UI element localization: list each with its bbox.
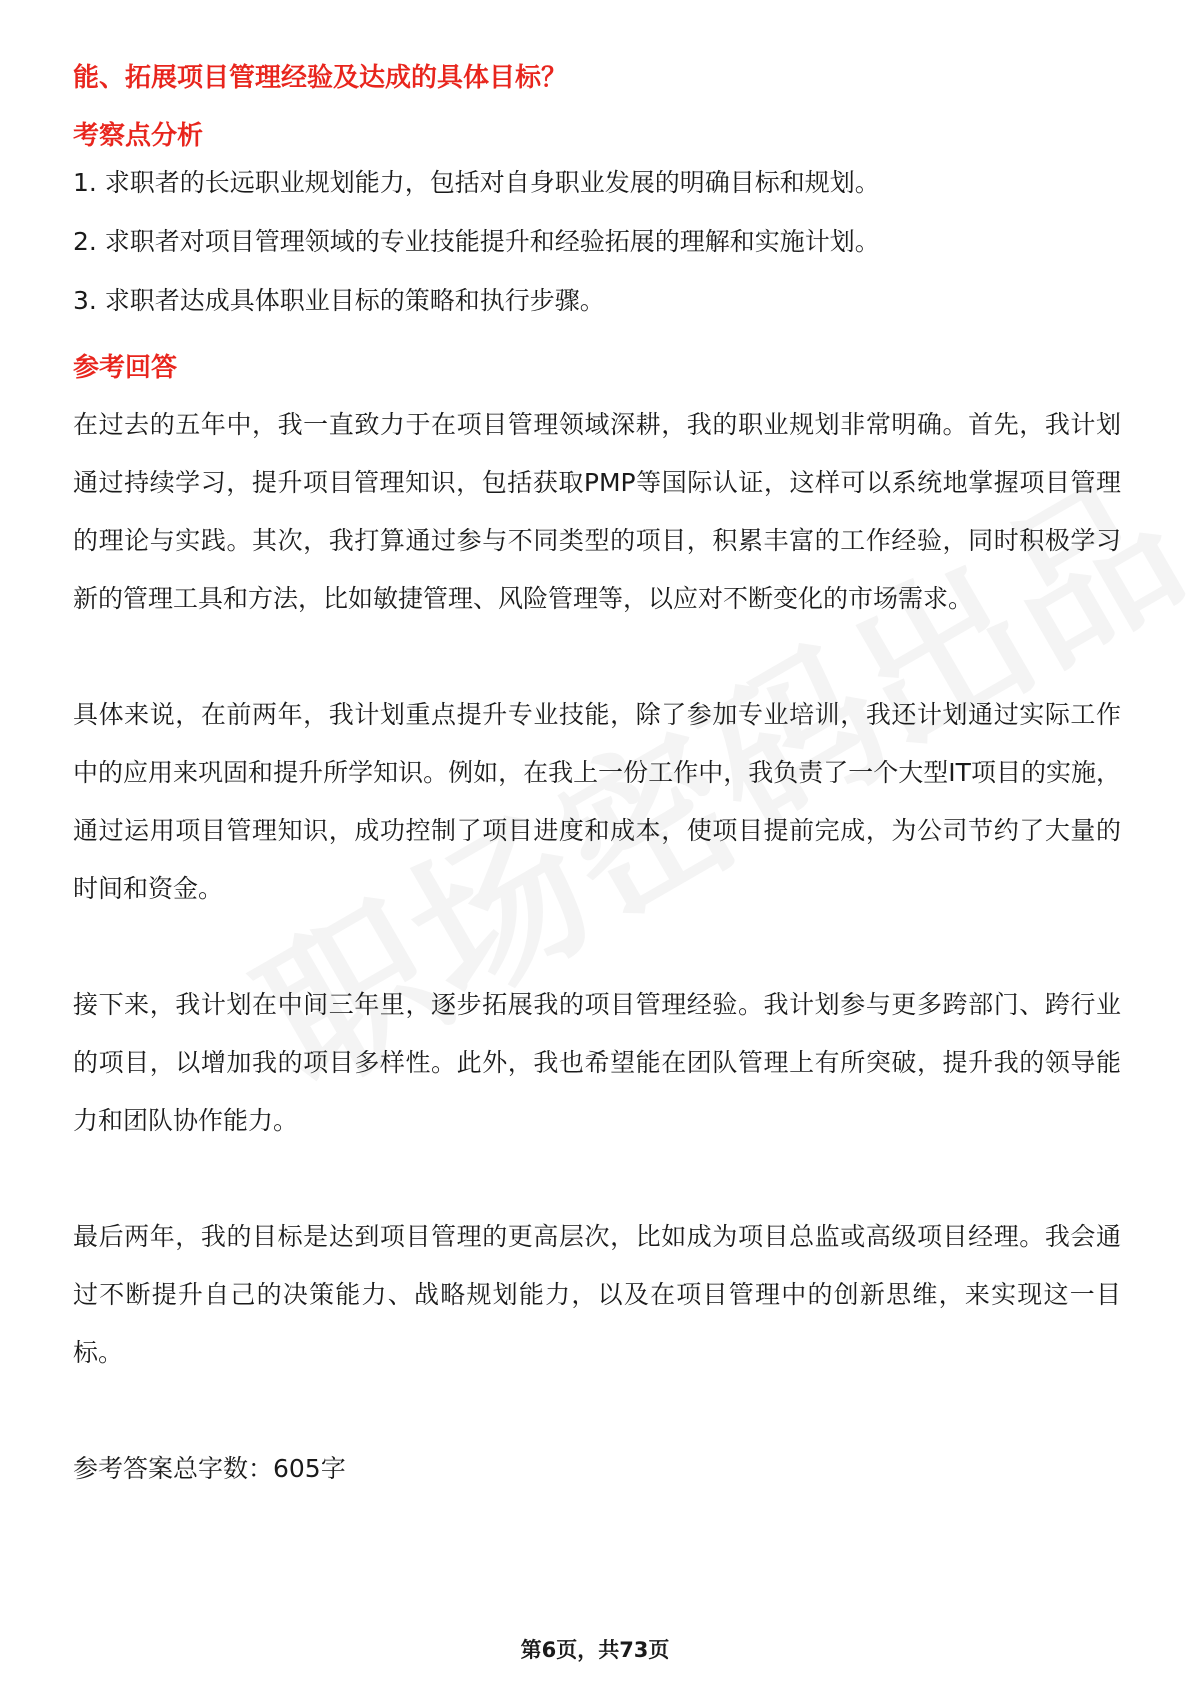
analysis-item: 3. 求职者达成具体职业目标的策略和执行步骤。 xyxy=(73,286,605,315)
question-title: 能、拓展项目管理经验及达成的具体目标？ xyxy=(73,63,568,93)
analysis-item: 2. 求职者对项目管理领域的专业技能提升和经验拓展的理解和实施计划。 xyxy=(73,227,880,256)
analysis-item: 1. 求职者的长远职业规划能力，包括对自身职业发展的明确目标和规划。 xyxy=(73,168,880,197)
answer-paragraph: 具体来说，在前两年，我计划重点提升专业技能，除了参加专业培训，我还计划通过实际工作中的应用来巩固和提升所学知识。例如，在我上一份工作中，我负责了一个大型IT项目的实施，通过运用项目管理知识，成功控制了项目进度和成本，使项目提前完成，为公司节约了大量的时间和资金。 xyxy=(73,700,1121,903)
page-number-footer: 第6页，共73页 xyxy=(520,1638,670,1662)
answer-paragraph: 接下来，我计划在中间三年里，逐步拓展我的项目管理经验。我计划参与更多跨部门、跨行业的项目，以增加我的项目多样性。此外，我也希望能在团队管理上有所突破，提升我的领导能力和团队协作能力。 xyxy=(73,990,1121,1135)
word-count: 参考答案总字数：605字 xyxy=(73,1454,346,1483)
page-content xyxy=(73,58,1121,1498)
answer-paragraph: 在过去的五年中，我一直致力于在项目管理领域深耕，我的职业规划非常明确。首先，我计划通过持续学习，提升项目管理知识，包括获取PMP等国际认证，这样可以系统地掌握项目管理的理论与实践。其次，我打算通过参与不同类型的项目，积累丰富的工作经验，同时积极学习新的管理工具和方法，比如敏捷管理、风险管理等，以应对不断变化的市场需求。 xyxy=(73,410,1121,613)
answer-paragraph: 最后两年，我的目标是达到项目管理的更高层次，比如成为项目总监或高级项目经理。我会通过不断提升自己的决策能力、战略规划能力，以及在项目管理中的创新思维，来实现这一目标。 xyxy=(73,1222,1121,1367)
answer-heading: 参考回答 xyxy=(73,353,178,383)
analysis-heading: 考察点分析 xyxy=(73,121,204,151)
analysis-list xyxy=(73,166,1121,318)
